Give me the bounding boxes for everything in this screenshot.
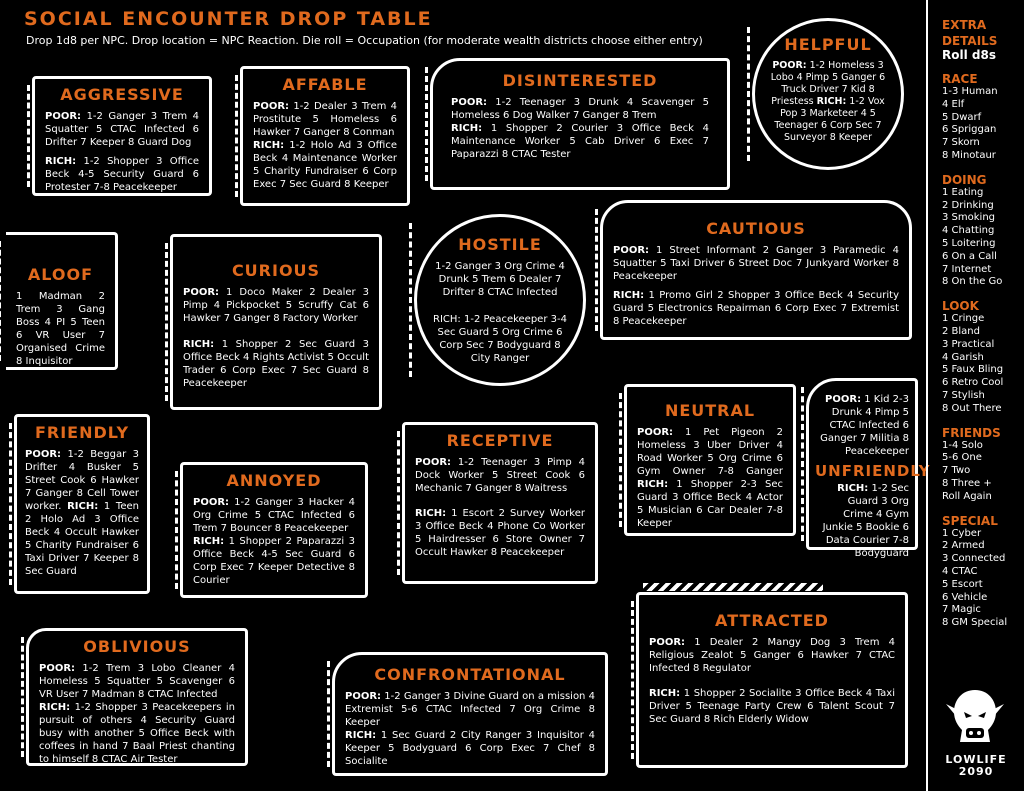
sidebar-list-item: 2 Drinking (942, 199, 994, 211)
stripe-decoration (643, 583, 823, 591)
panel-title: UNFRIENDLY (815, 462, 931, 480)
logo-line-2: 2090 (958, 765, 994, 778)
sidebar-list-item: 1 Cyber (942, 527, 982, 539)
panel-title: AFFABLE (282, 75, 368, 94)
sidebar-heading-1: EXTRA (942, 18, 987, 32)
poor-entries: 1 Dealer 2 Mangy Dog 3 Trem 4 Religious Zealot 5 Ganger 6 Hawker 7 CTAC Infected 8 Regulator (649, 637, 896, 674)
rich-entries: 1-2 Vox Pop 3 Marketeer 4 5 Teenager 6 Corp Sec 7 Surveyor 8 Keeper (774, 96, 885, 143)
extra-details-sidebar (926, 0, 1024, 791)
poor-label: POOR: (45, 111, 82, 122)
sidebar-section-list (942, 528, 1024, 630)
sidebar-list-item: Roll Again (942, 490, 992, 502)
panel-neutral (624, 384, 796, 536)
poor-entries: 1-2 Ganger 3 Divine Guard on a mission 4 Extremist 5-6 CTAC Infected 7 Org Crime 8 Keeper (345, 691, 596, 728)
sidebar-list-item: 6 Vehicle (942, 591, 988, 603)
sidebar-section-title: SPECIAL (942, 513, 998, 528)
panel-receptive (402, 422, 598, 584)
rich-label: RICH: (816, 96, 847, 107)
rich-entries: 1-2 Holo Ad 3 Office Beck 4 Maintenance Worker 5 Charity Fundraiser 6 Corp Exec 7 Sec Guard 8 Keeper (253, 140, 397, 190)
page-subtitle: Drop 1d8 per NPC. Drop location = NPC Reaction. Die roll = Occupation (for moderate wealth districts choose either entry) (26, 34, 703, 47)
panel-helpful (752, 18, 904, 170)
poor-entries: 1 Doco Maker 2 Dealer 3 Pimp 4 Pickpocket 5 Scruffy Cat 6 Hawker 7 Ganger 8 Factory Worker (183, 287, 369, 324)
rich-label: RICH: (637, 479, 669, 490)
sidebar-list-item: 8 GM Special (942, 617, 1008, 629)
sidebar-list-item: 5 Loitering (942, 237, 996, 249)
poor-entries: 1-2 Teenager 3 Pimp 4 Dock Worker 5 Street Cook 6 Mechanic 7 Ganger 8 Waitress (415, 457, 585, 494)
sidebar-list-item: 8 Out There (942, 402, 1002, 414)
panel-aloof (6, 232, 118, 370)
logo-wordmark (940, 754, 1012, 778)
sidebar-list-item: 5 Dwarf (942, 111, 982, 123)
sidebar-section-title: FRIENDS (942, 425, 1001, 440)
panel-title: AGGRESSIVE (60, 85, 184, 104)
panel-title: CONFRONTATIONAL (374, 665, 566, 684)
poor-entries: 1-2 Homeless 3 Lobo 4 Pimp 5 Ganger 6 Truck Driver 7 Kid 8 Priestess (770, 60, 886, 107)
poor-entries: 1-2 Ganger 3 Hacker 4 Org Crime 5 CTAC Infected 6 Trem 7 Bouncer 8 Peacekeeper (193, 497, 355, 534)
sidebar-list-item: 7 Skorn (942, 137, 980, 149)
sidebar-list-item: 1-4 Solo (942, 439, 983, 451)
panel-aggressive (32, 76, 212, 196)
rich-entries: 1 Shopper 2 Sec Guard 3 Office Beck 4 Rights Activist 5 Occult Trader 6 Corp Exec 7 Sec Guard 8 Peacekeeper (183, 339, 369, 389)
sidebar-list-item: 7 Two (942, 465, 971, 477)
panel-title: HOSTILE (458, 235, 542, 254)
sidebar-list-item: 7 Stylish (942, 389, 985, 401)
rich-label: RICH: (415, 508, 447, 519)
lowlife-logo-icon (944, 686, 1006, 750)
poor-label: POOR: (193, 497, 230, 508)
poor-label: POOR: (451, 97, 488, 108)
sidebar-list-item: 5 Faux Bling (942, 364, 1004, 376)
rich-label: RICH: (253, 140, 285, 151)
rich-entries: RICH: 1-2 Peacekeeper 3-4 Sec Guard 5 Org Crime 6 Corp Sec 7 Bodyguard 8 City Ranger (433, 314, 567, 364)
sidebar-subheading: Roll d8s (942, 48, 996, 62)
panel-disinterested (430, 58, 730, 190)
poor-entries: 1 Street Informant 2 Ganger 3 Paramedic 4 Squatter 5 Taxi Driver 6 Street Doc 7 Junkyard Worker 8 Peacekeeper (613, 245, 899, 282)
panel-unfriendly (806, 378, 931, 559)
rich-label: RICH: (613, 290, 645, 301)
poor-label: POOR: (253, 101, 290, 112)
sidebar-list-item: 3 Connected (942, 553, 1006, 565)
sidebar-heading-2: DETAILS (942, 34, 998, 48)
poor-entries: 1-2 Beggar 3 Drifter 4 Busker 5 Street Cook 6 Hawker 7 Ganger 8 Cell Tower worker. (25, 449, 140, 512)
panel-friendly (14, 414, 150, 594)
rich-entries: 1-2 Shopper 3 Office Beck 4-5 Security Guard 6 Protester 7-8 Peacekeeper (45, 156, 199, 193)
rich-entries: 1-2 Shopper 3 Peacekeepers in pursuit of others 4 Security Guard busy with another 5 Office Beck with coffees in hand 7 Baal Priest chanting to himself 8 CTAC Air Tester (39, 702, 235, 765)
panel-title: RECEPTIVE (446, 431, 554, 450)
panel-oblivious (26, 628, 248, 766)
panel-title: CAUTIOUS (706, 219, 806, 238)
rich-entries: 1 Promo Girl 2 Shopper 3 Office Beck 4 Security Guard 5 Electronics Repairman 6 Corp Exec 7 Extremist 8 Peacekeeper (613, 290, 899, 327)
rich-label: RICH: (649, 688, 681, 699)
panel-title: ALOOF (27, 265, 94, 284)
sidebar-list-item: 3 Practical (942, 338, 995, 350)
sidebar-sections (942, 72, 1024, 630)
panel-title: CURIOUS (231, 261, 321, 280)
sidebar-list-item: 1 Eating (942, 186, 984, 198)
panel-title: FRIENDLY (34, 423, 130, 442)
poor-entries: 1-2 Ganger 3 Org Crime 4 Drunk 5 Trem 6 Dealer 7 Drifter 8 CTAC Infected (435, 261, 565, 298)
sidebar-list-item: 6 On a Call (942, 250, 997, 262)
sidebar-list-item: 7 Internet (942, 263, 992, 275)
sidebar-list-item: 2 Bland (942, 325, 980, 337)
panel-affable (240, 66, 410, 206)
rich-label: RICH: (837, 483, 869, 494)
panel-attracted (636, 592, 908, 768)
panel-title: ATTRACTED (715, 611, 829, 630)
sidebar-list-item: 1 Cringe (942, 313, 985, 325)
sidebar-section-list (942, 313, 1024, 415)
sidebar-list-item: 7 Magic (942, 604, 981, 616)
panel-title: HELPFUL (784, 35, 872, 54)
poor-label: POOR: (183, 287, 220, 298)
sidebar-list-item: 4 Garish (942, 351, 984, 363)
poor-label: POOR: (825, 394, 862, 405)
rich-entries: 1 Teen 2 Holo Ad 3 Office Beck 4 Occult Hawker 5 Charity Fundraiser 6 Taxi Driver 7 Keeper 8 Sec Guard (25, 501, 139, 577)
poor-entries: 1-2 Ganger 3 Trem 4 Squatter 5 CTAC Infected 6 Drifter 7 Keeper 8 Guard Dog (45, 111, 199, 148)
panel-confrontational (332, 652, 608, 776)
poor-label: POOR: (649, 637, 686, 648)
sidebar-section-title: LOOK (942, 299, 979, 314)
sidebar-section-title: DOING (942, 172, 987, 187)
poor-entries: 1-2 Teenager 3 Drunk 4 Scavenger 5 Homeless 6 Dog Walker 7 Ganger 8 Trem (451, 97, 709, 121)
rich-label: RICH: (183, 339, 215, 350)
panel-annoyed (180, 462, 368, 598)
sidebar-list-item: 8 Three + (942, 477, 992, 489)
rich-label: RICH: (451, 123, 483, 134)
aloof-entries: 1 Madman 2 Trem 3 Gang Boss 4 PI 5 Teen 6 VR User 7 Organised Crime 8 Inquisitor (16, 291, 105, 367)
rich-entries: 1 Escort 2 Survey Worker 3 Office Beck 4 Phone Co Worker 5 Hairdresser 6 Store Owner 7 Occult Hawker 8 Peacekeeper (415, 508, 585, 558)
rich-label: RICH: (67, 501, 99, 512)
sidebar-section-list (942, 440, 1024, 504)
sidebar-list-item: 5-6 One (942, 452, 982, 464)
panel-title: OBLIVIOUS (83, 637, 191, 656)
sidebar-list-item: 5 Escort (942, 578, 983, 590)
poor-entries: 1 Kid 2-3 Drunk 4 Pimp 5 CTAC Infected 6 Ganger 7 Militia 8 Peacekeeper (820, 394, 909, 457)
rich-label: RICH: (193, 536, 225, 547)
sidebar-list-item: 6 Spriggan (942, 124, 997, 136)
poor-label: POOR: (613, 245, 650, 256)
poor-label: POOR: (345, 691, 382, 702)
rich-entries: 1 Shopper 2 Courier 3 Office Beck 4 Maintenance Worker 5 Cab Driver 6 Exec 7 Paparazzi 8 CTAC Tester (451, 123, 709, 160)
panel-title: DISINTERESTED (502, 71, 658, 90)
panel-hostile (414, 214, 586, 386)
poor-label: POOR: (25, 449, 62, 460)
panel-curious (170, 234, 382, 410)
logo-line-1: LOWLIFE (945, 753, 1007, 766)
rich-entries: 1 Shopper 2 Socialite 3 Office Beck 4 Taxi Driver 5 Teenage Party Crew 6 Talent Scout 7 Sec Guard 8 Rich Elderly Widow (649, 688, 895, 725)
sidebar-section-list (942, 187, 1024, 289)
rich-entries: 1 Sec Guard 2 City Ranger 3 Inquisitor 4 Keeper 5 Bodyguard 6 Corp Exec 7 Chef 8 Socialite (345, 730, 595, 767)
panel-cautious (600, 200, 912, 340)
poor-label: POOR: (772, 60, 807, 71)
rich-entries: 1 Shopper 2 Paparazzi 3 Office Beck 4-5 Sec Guard 6 Corp Exec 7 Keeper Detective 8 Courier (193, 536, 355, 586)
sidebar-list-item: 3 Smoking (942, 212, 996, 224)
poor-entries: 1 Pet Pigeon 2 Homeless 3 Uber Driver 4 Road Worker 5 Org Crime 6 Gym Owner 7-8 Ganger (637, 427, 783, 477)
rich-entries: 1-2 Sec Guard 3 Org Crime 4 Gym Junkie 5 Bookie 6 Data Courier 7-8 Bodyguard (822, 483, 909, 559)
sidebar-list-item: 4 Elf (942, 98, 965, 110)
poor-label: POOR: (39, 663, 76, 674)
sidebar-list-item: 6 Retro Cool (942, 377, 1004, 389)
poor-entries: 1-2 Trem 3 Lobo Cleaner 4 Homeless 5 Squatter 5 Scavenger 6 VR User 7 Madman 8 CTAC Infected (39, 663, 235, 700)
rich-label: RICH: (345, 730, 377, 741)
sidebar-section-title: RACE (942, 72, 978, 86)
sidebar-list-item: 8 On the Go (942, 276, 1003, 288)
rich-label: RICH: (45, 156, 77, 167)
sidebar-list-item: 2 Armed (942, 540, 985, 552)
poor-label: POOR: (637, 427, 674, 438)
sidebar-list-item: 4 CTAC (942, 565, 978, 577)
sidebar-list-item: 8 Minotaur (942, 149, 996, 161)
rich-entries: 1 Shopper 2-3 Sec Guard 3 Office Beck 4 Actor 5 Musician 6 Car Dealer 7-8 Keeper (637, 479, 783, 529)
rich-label: RICH: (39, 702, 71, 713)
sidebar-list-item: 4 Chatting (942, 225, 995, 237)
poor-label: POOR: (415, 457, 452, 468)
sidebar-section-list (942, 86, 1024, 163)
poor-entries: 1-2 Dealer 3 Trem 4 Prostitute 5 Homeless 6 Hawker 7 Ganger 8 Conman (253, 101, 397, 138)
panel-title: ANNOYED (226, 471, 322, 490)
panel-title: NEUTRAL (664, 401, 756, 420)
sidebar-list-item: 1-3 Human (942, 86, 998, 97)
page-title: SOCIAL ENCOUNTER DROP TABLE (24, 8, 433, 30)
